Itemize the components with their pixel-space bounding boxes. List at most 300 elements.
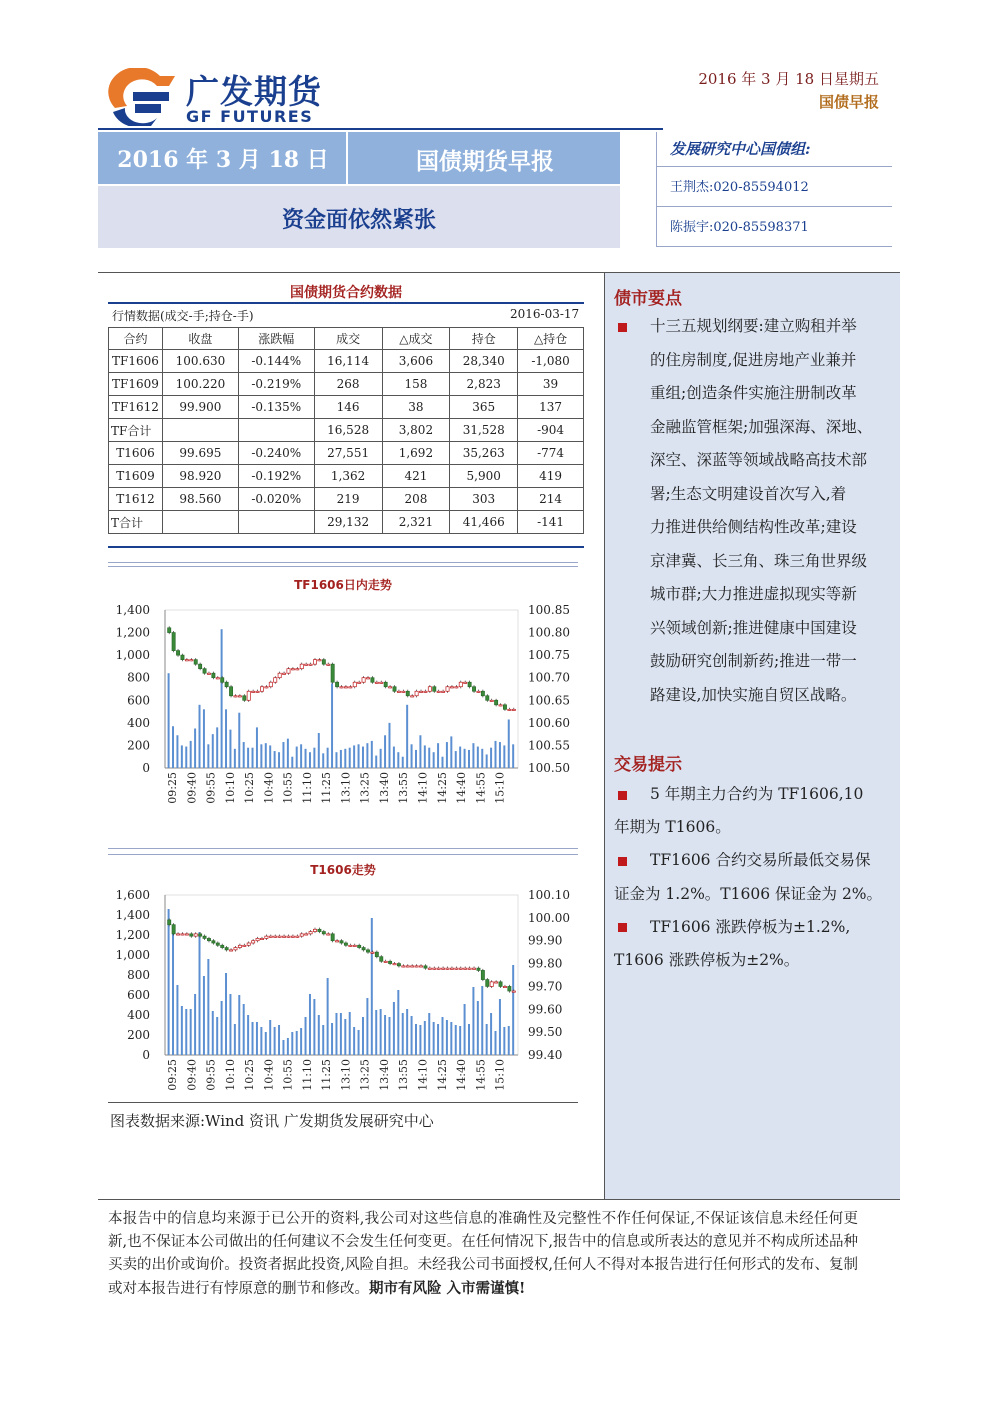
- chart2-candle: [247, 943, 250, 945]
- chart1-y-right-tick: 100.65: [528, 693, 570, 708]
- chart2-volume-bar: [287, 1038, 289, 1055]
- table-cell: 100.220: [162, 373, 238, 396]
- chart2-x-tick: 13:25: [358, 1059, 372, 1091]
- chart1-volume-bar: [185, 747, 187, 768]
- chart2-candle: [252, 941, 255, 943]
- chart1-volume-bar: [172, 726, 174, 768]
- table-cell: 100.630: [162, 350, 238, 373]
- chart2-candle: [508, 986, 511, 991]
- chart2-x-tick: 13:10: [339, 1059, 353, 1091]
- chart1-candle: [384, 682, 387, 687]
- chart2-candle: [340, 941, 343, 943]
- chart1-y-right-tick: 100.50: [528, 761, 570, 775]
- chart1-candle: [442, 691, 445, 692]
- chart1-volume-bar: [181, 745, 183, 768]
- table-cell: 38: [382, 396, 450, 419]
- chart1-y-left-tick: 200: [127, 738, 150, 753]
- chart2-x-tick: 09:40: [185, 1059, 199, 1091]
- chart2-volume-bar: [185, 1009, 187, 1055]
- chart2-volume-bar: [199, 932, 201, 1055]
- chart2-y-left-tick: 1,600: [115, 888, 150, 902]
- table-row: [109, 373, 584, 396]
- bullet-icon: [618, 923, 627, 932]
- chart2-volume-bar: [428, 1013, 430, 1055]
- chart-1-top-rule: [108, 566, 578, 567]
- chart1-y-right-tick: 100.80: [528, 625, 570, 640]
- chart2-y-right-tick: 99.90: [528, 933, 563, 948]
- table-row: [109, 350, 584, 373]
- chart2-x-tick: 13:55: [397, 1059, 411, 1091]
- chart2-volume-bar: [265, 1032, 267, 1055]
- chart2-volume-bar: [221, 1001, 223, 1055]
- chart1-candle: [234, 696, 237, 697]
- chart1-candle: [428, 687, 431, 692]
- chart2-volume-bar: [212, 1011, 214, 1055]
- table-header-cell: 收盘: [162, 328, 238, 350]
- chart2-volume-bar: [446, 1020, 448, 1055]
- table-cell: 303: [450, 488, 518, 511]
- chart1-candle: [437, 691, 440, 692]
- chart1-volume-bar: [397, 752, 399, 768]
- chart1-volume-bar: [252, 748, 254, 768]
- chart2-volume-bar: [172, 934, 174, 1055]
- bond-point-line: 鼓励研究创制新药;推进一带一: [650, 652, 857, 670]
- chart1-x-tick: 09:55: [204, 772, 218, 804]
- chart2-y-left-tick: 200: [127, 1028, 150, 1042]
- table-cell: 146: [314, 396, 382, 419]
- table-header-cell: 涨跌幅: [238, 328, 314, 350]
- chart1-x-tick: 14:10: [416, 772, 430, 804]
- chart2-volume-bar: [512, 965, 514, 1055]
- chart1-candle: [278, 673, 281, 678]
- table-date: 2016-03-17: [510, 307, 580, 321]
- bond-point-line: 城市群;大力推进虚拟现实等新: [650, 585, 857, 603]
- chart2-y-right-tick: 99.70: [528, 979, 563, 994]
- chart2-candle: [256, 938, 259, 940]
- report-title: 国债期货早报: [416, 148, 554, 175]
- chart1-x-tick: 11:25: [320, 772, 334, 804]
- chart2-candle: [207, 938, 210, 940]
- header-divider: [98, 128, 663, 130]
- chart1-candle: [419, 691, 422, 692]
- chart1-candle: [252, 691, 255, 692]
- chart1-volume-bar: [194, 729, 196, 769]
- chart2-y-left-tick: 800: [127, 968, 150, 982]
- chart1-volume-bar: [415, 750, 417, 768]
- table-cell: -0.219%: [238, 373, 314, 396]
- chart1-candle: [380, 682, 383, 683]
- chart2-candle: [243, 945, 246, 946]
- chart1-candle: [199, 664, 202, 669]
- table-header-cell: △成交: [382, 328, 450, 350]
- table-cell: 137: [518, 396, 584, 419]
- chart2-volume-bar: [419, 1025, 421, 1055]
- gf-logo-icon: [105, 68, 181, 126]
- chart2-x-tick: 10:10: [223, 1059, 237, 1091]
- chart1-y-right-tick: 100.60: [528, 715, 570, 730]
- chart1-candle: [424, 691, 427, 692]
- chart2-volume-bar: [499, 999, 501, 1055]
- team-divider: [656, 132, 657, 246]
- chart2-volume-bar: [225, 973, 227, 1055]
- chart1-candle: [225, 682, 228, 687]
- chart2-candle: [221, 945, 224, 947]
- chart2-volume-bar: [260, 1027, 262, 1055]
- chart2-candle: [450, 968, 453, 969]
- table-header-cell: △持仓: [518, 328, 584, 350]
- table-title-rule: [108, 302, 584, 304]
- header-report-type: 国债早报: [818, 93, 879, 111]
- chart2-candle: [190, 934, 193, 936]
- chart2-x-tick: 11:25: [320, 1059, 334, 1091]
- chart1-volume-bar: [380, 749, 382, 768]
- chart2-candle: [437, 968, 440, 969]
- chart1-volume-bar: [335, 752, 337, 768]
- chart2-volume-bar: [433, 1022, 435, 1055]
- tip-3-line-2: T1606 涨跌停板为±2%。: [614, 951, 800, 969]
- chart2-volume-bar: [424, 1021, 426, 1055]
- chart2-candle: [375, 952, 378, 957]
- chart2-y-left-tick: 1,200: [115, 928, 150, 942]
- table-cell: 421: [382, 465, 450, 488]
- chart2-candle: [402, 966, 405, 967]
- chart1-volume-bar: [287, 739, 289, 768]
- chart1-y-left-tick: 600: [127, 693, 150, 708]
- table-cell: -0.135%: [238, 396, 314, 419]
- team-title: 发展研究中心国债组:: [670, 140, 811, 158]
- chart1-x-tick: 13:10: [339, 772, 353, 804]
- chart1-volume-bar: [168, 673, 170, 768]
- chart1-volume-bar: [468, 750, 470, 768]
- chart1-x-tick: 15:10: [493, 772, 507, 804]
- table-cell: 99.900: [162, 396, 238, 419]
- bond-point-line: 深空、深蓝等领域战略高技术部: [650, 451, 868, 469]
- chart1-candle: [464, 682, 467, 683]
- chart2-candle: [225, 948, 228, 950]
- chart1-candle: [190, 660, 193, 661]
- chart2-candle: [393, 964, 396, 965]
- chart1-candle: [353, 682, 356, 687]
- table-cell: 3,606: [382, 350, 450, 373]
- table-cell: 214: [518, 488, 584, 511]
- table-row: [109, 488, 584, 511]
- chart1-x-tick: 14:25: [435, 772, 449, 804]
- chart2-volume-bar: [380, 1009, 382, 1055]
- chart2-volume-bar: [384, 1015, 386, 1055]
- chart-1-top-rule: [108, 562, 578, 563]
- chart2-candle: [265, 936, 268, 938]
- chart1-y-left-tick: 1,200: [115, 625, 150, 640]
- chart1-volume-bar: [322, 753, 324, 768]
- chart1-candle: [172, 633, 175, 651]
- chart2-volume-bar: [441, 1017, 443, 1055]
- chart2-candle: [424, 966, 427, 968]
- chart1-x-tick: 10:10: [223, 772, 237, 804]
- chart2-volume-bar: [486, 1024, 488, 1055]
- disclaimer-text: 本报告中的信息均来源于已公开的资料,我公司对这些信息的准确性及完整性不作任何保证,不保证该信息未经任何更新,也不保证本公司做出的任何建议不会发生任何变更。在任何情况下,报告中的信息或所表达的意见并不构成所述品种买卖的出价或询价。投资者据此投资,风险自担。未经我公司书面授权,任何人不得对本报告进行任何形式的发布、复制或对本报告进行有悖原意的删节和修改。: [108, 1211, 858, 1297]
- chart2-candle: [499, 982, 502, 987]
- chart2-volume-bar: [503, 1027, 505, 1055]
- logo-chinese: 广发期货: [186, 72, 322, 111]
- chart1-y-left-tick: 1,000: [115, 648, 150, 663]
- chart1-x-tick: 14:40: [455, 772, 469, 804]
- chart2-candle: [260, 938, 263, 939]
- table-cell: -904: [518, 419, 584, 442]
- contract-table: [108, 327, 584, 534]
- chart1-candle: [450, 687, 453, 688]
- chart1-volume-bar: [344, 749, 346, 768]
- table-row: [109, 442, 584, 465]
- chart1-candle: [212, 673, 215, 678]
- table-cell: 158: [382, 373, 450, 396]
- chart2-volume-bar: [362, 1017, 364, 1055]
- chart1-candle: [318, 660, 321, 661]
- chart1-candle: [455, 687, 458, 688]
- table-cell: -0.020%: [238, 488, 314, 511]
- chart-1-title: TF1606日内走势: [294, 578, 392, 592]
- bond-point-line: 的住房制度,促进房地产业兼并: [650, 350, 857, 369]
- chart2-x-tick: 10:55: [281, 1059, 295, 1091]
- chart1-volume-bar: [313, 748, 315, 768]
- chart2-candle: [446, 968, 449, 969]
- table-cell: 39: [518, 373, 584, 396]
- chart2-candle: [176, 934, 179, 935]
- chart1-volume-bar: [384, 735, 386, 768]
- chart1-volume-bar: [331, 683, 333, 768]
- chart1-volume-bar: [411, 744, 413, 768]
- table-cell: TF1612: [109, 396, 163, 419]
- chart2-volume-bar: [472, 987, 474, 1055]
- chart2-candle: [322, 932, 325, 934]
- chart1-volume-bar: [234, 749, 236, 768]
- chart1-candle: [194, 660, 197, 665]
- table-cell: 29,132: [314, 511, 382, 534]
- chart2-candle: [274, 936, 277, 937]
- t1606-chart: [108, 882, 578, 1106]
- chart1-volume-bar: [207, 744, 209, 768]
- chart2-y-right-tick: 99.80: [528, 956, 563, 971]
- chart2-volume-bar: [234, 1024, 236, 1055]
- chart1-volume-bar: [362, 747, 364, 768]
- chart2-candle: [397, 964, 400, 966]
- chart2-volume-bar: [459, 1026, 461, 1055]
- chart2-candle: [168, 920, 171, 925]
- chart2-volume-bar: [468, 1024, 470, 1055]
- chart1-candle: [486, 696, 489, 701]
- chart-2-top-rule: [108, 854, 578, 855]
- chart2-x-tick: 14:25: [435, 1059, 449, 1091]
- chart1-candle: [340, 687, 343, 688]
- tip-1-line-1: 5 年期主力合约为 TF1606,10: [650, 785, 864, 803]
- chart1-candle: [402, 691, 405, 692]
- chart1-volume-bar: [229, 730, 231, 768]
- chart2-volume-bar: [450, 1022, 452, 1055]
- chart-2-top-rule: [108, 848, 578, 849]
- chart2-volume-bar: [247, 1015, 249, 1055]
- table-cell: TF1609: [109, 373, 163, 396]
- chart1-volume-bar: [353, 745, 355, 768]
- chart1-volume-bar: [433, 752, 435, 768]
- logo-english: GF FUTURES: [186, 107, 314, 126]
- chart2-candle: [512, 991, 515, 992]
- chart1-volume-bar: [340, 750, 342, 768]
- chart1-candle: [313, 660, 316, 665]
- chart1-volume-bar: [349, 748, 351, 768]
- team-rule: [656, 246, 892, 247]
- chart1-volume-bar: [296, 747, 298, 768]
- report-subtitle: 资金面依然紧张: [281, 207, 436, 233]
- table-cell: 2,823: [450, 373, 518, 396]
- table-cell: T1609: [109, 465, 163, 488]
- chart1-candle: [291, 669, 294, 670]
- bond-point-line: 金融监管框架;加强深海、深地、: [650, 417, 873, 436]
- chart1-volume-bar: [499, 742, 501, 768]
- team-member-2: 陈振宇:020-85598371: [670, 220, 809, 235]
- tip-2-line-2: 证金为 1.2%。T1606 保证金为 2%。: [614, 885, 883, 903]
- chart2-candle: [349, 945, 352, 946]
- chart2-volume-bar: [203, 976, 205, 1055]
- chart1-volume-bar: [243, 742, 245, 768]
- table-cell: 16,528: [314, 419, 382, 442]
- chart1-volume-bar: [212, 734, 214, 768]
- chart2-volume-bar: [495, 1031, 497, 1055]
- chart1-volume-bar: [225, 709, 227, 768]
- chart1-candle: [459, 682, 462, 687]
- disclaimer: [108, 1208, 858, 1301]
- chart1-volume-bar: [477, 747, 479, 768]
- table-cell: 208: [382, 488, 450, 511]
- chart1-candle: [371, 678, 374, 683]
- chart2-volume-bar: [216, 1017, 218, 1055]
- chart1-candle: [335, 682, 338, 687]
- chart2-volume-bar: [278, 1025, 280, 1055]
- chart1-volume-bar: [203, 709, 205, 768]
- chart2-volume-bar: [402, 1013, 404, 1055]
- title-date: 2016 年 3 月 18 日: [117, 147, 329, 173]
- chart2-candle: [433, 968, 436, 969]
- chart2-y-right-tick: 99.60: [528, 1002, 563, 1017]
- chart1-volume-bar: [441, 757, 443, 768]
- tf1606-chart: [108, 596, 578, 836]
- chart2-candle: [353, 945, 356, 946]
- chart2-y-left-tick: 1,400: [115, 908, 150, 922]
- chart1-candle: [375, 682, 378, 683]
- chart1-candle: [433, 687, 436, 692]
- chart2-volume-bar: [508, 1026, 510, 1055]
- chart2-candle: [282, 936, 285, 937]
- chart1-candle: [472, 687, 475, 692]
- bond-point-line: 十三五规划纲要:建立购租并举: [650, 317, 857, 335]
- chart1-candle: [247, 691, 250, 700]
- chart1-y-right-tick: 100.70: [528, 670, 570, 685]
- chart1-x-tick: 13:55: [397, 772, 411, 804]
- chart1-volume-bar: [278, 752, 280, 768]
- table-header-cell: 持仓: [450, 328, 518, 350]
- chart1-volume-bar: [388, 723, 390, 768]
- team-rule: [656, 206, 892, 207]
- chart2-volume-bar: [481, 986, 483, 1055]
- chart2-candle: [477, 968, 480, 970]
- main-bottom-border: [98, 1199, 900, 1200]
- table-cell: T合计: [109, 511, 163, 534]
- table-row: [109, 419, 584, 442]
- section-title-trading-tips: 交易提示: [614, 755, 682, 775]
- chart2-candle: [481, 970, 484, 979]
- chart2-candle: [269, 936, 272, 937]
- chart1-candle: [327, 664, 330, 665]
- chart2-volume-bar: [322, 1025, 324, 1055]
- chart2-candle: [362, 948, 365, 950]
- chart1-candle: [176, 651, 179, 656]
- chart2-volume-bar: [455, 1025, 457, 1055]
- chart1-x-tick: 09:40: [185, 772, 199, 804]
- table-cell: -141: [518, 511, 584, 534]
- chart1-candle: [490, 700, 493, 701]
- table-cell: [238, 419, 314, 442]
- bullet-icon: [618, 323, 627, 332]
- chart2-candle: [305, 934, 308, 935]
- chart2-candle: [278, 936, 281, 937]
- chart2-volume-bar: [318, 1015, 320, 1055]
- chart1-candle: [322, 660, 325, 665]
- chart1-volume-bar: [371, 741, 373, 768]
- chart1-volume-bar: [176, 735, 178, 768]
- table-cell: 365: [450, 396, 518, 419]
- table-cell: 2,321: [382, 511, 450, 534]
- chart1-candle: [185, 660, 188, 661]
- table-bottom-rule: [108, 546, 584, 548]
- chart1-volume-bar: [309, 752, 311, 768]
- chart2-candle: [199, 934, 202, 936]
- chart1-volume-bar: [247, 748, 249, 768]
- chart2-candle: [203, 936, 206, 938]
- chart1-candle: [344, 687, 347, 688]
- chart2-volume-bar: [327, 978, 329, 1055]
- chart1-y-left-tick: 1,400: [115, 603, 150, 617]
- chart1-y-left-tick: 800: [127, 670, 150, 685]
- table-cell: [162, 419, 238, 442]
- header-date: 2016 年 3 月 18 日星期五: [698, 70, 879, 88]
- chart2-candle: [172, 925, 175, 934]
- chart1-candle: [256, 691, 259, 692]
- chart1-volume-bar: [508, 719, 510, 768]
- chart1-candle: [446, 687, 449, 692]
- chart1-candle: [296, 669, 299, 670]
- chart2-candle: [464, 968, 467, 969]
- chart2-candle: [472, 968, 475, 969]
- table-subtitle: 行情数据(成交-手;持仓-手): [112, 309, 254, 323]
- chart2-candle: [212, 941, 215, 943]
- chart2-candle: [238, 945, 241, 947]
- chart1-candle: [358, 682, 361, 683]
- chart2-y-left-tick: 600: [127, 988, 150, 1002]
- chart1-volume-bar: [366, 743, 368, 768]
- chart1-candle: [168, 628, 171, 633]
- chart1-candle: [415, 691, 418, 696]
- chart2-volume-bar: [371, 918, 373, 1055]
- table-cell: 28,340: [450, 350, 518, 373]
- chart2-volume-bar: [331, 1023, 333, 1055]
- table-cell: 31,528: [450, 419, 518, 442]
- chart2-candle: [335, 941, 338, 942]
- chart2-volume-bar: [256, 1022, 258, 1055]
- chart1-candle: [388, 687, 391, 688]
- chart2-volume-bar: [388, 1017, 390, 1055]
- chart1-volume-bar: [450, 736, 452, 768]
- chart1-candle: [309, 664, 312, 665]
- table-cell: -774: [518, 442, 584, 465]
- chart1-volume-bar: [327, 748, 329, 768]
